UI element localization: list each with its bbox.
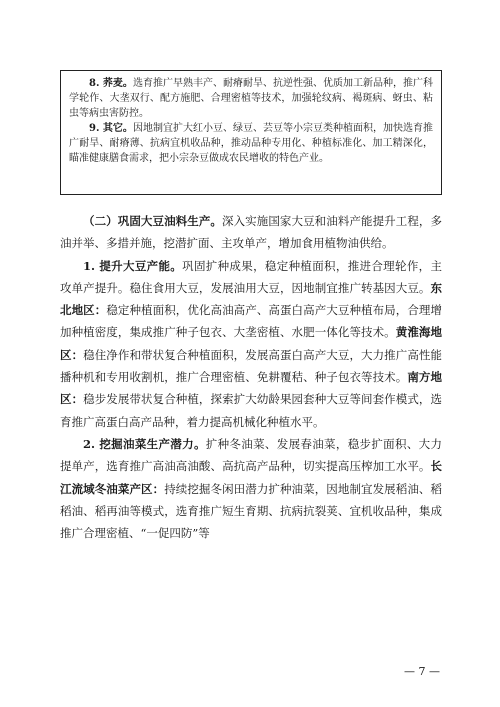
section-heading: （二）巩固大豆油料生产。	[83, 214, 222, 228]
item-8-heading: 8. 荞麦。	[89, 78, 133, 89]
page-number: — 7 —	[404, 665, 440, 678]
soybean-text-4: 稳步发展带状复合种植，探索扩大幼龄果园套种大豆等间套作模式，选育推广高蛋白高产品种，着力提高机械化种植水平。	[60, 392, 442, 429]
item-9-heading: 9. 其它。	[89, 123, 133, 134]
region-yangtze: 长江流域冬油菜产区：	[60, 459, 442, 496]
soybean-text-3: 稳住净作和带状复合种植面积，发展高蛋白高产大豆，大力推广高性能播种机和专用收割机，推广合理密植、免耕覆秸、种子包衣等技术。	[60, 347, 442, 385]
item-8-paragraph	[69, 76, 433, 121]
soybean-paragraph	[60, 255, 442, 433]
rapeseed-paragraph	[60, 433, 442, 544]
section-paragraph	[60, 210, 442, 255]
region-huanghuaihai: 黄淮海地区：	[60, 325, 442, 362]
soybean-text-2: 稳定种植面积，优化高油高产、高蛋白高产大豆种植布局，合理增加种植密度，集成推广种子包衣、大垄密植、水肥一体化等技术。	[60, 303, 442, 340]
soybean-heading: 1. 提升大豆产能。	[83, 258, 183, 273]
item-9-paragraph	[69, 121, 433, 166]
rapeseed-heading: 2. 挖掘油菜生产潜力。	[83, 436, 206, 451]
region-south: 南方地区：	[60, 370, 442, 407]
section-text: 深入实施国家大豆和油料产能提升工程，多油并举、多措并施，挖潜扩面、主攻单产，增加食用植物油供给。	[60, 214, 442, 251]
main-body	[60, 210, 442, 544]
highlight-box	[60, 70, 442, 195]
item-9-text: 因地制宜扩大红小豆、绿豆、芸豆等小宗豆类种植面积，加快选育推广耐旱、耐瘠薄、抗病宜机收品种，推动品种专用化、种植标准化、加工精深化，瞄准健康膳食需求，把小宗杂豆做成农民增收的特色产业。	[69, 123, 434, 164]
soybean-text-1: 巩固扩种成果，稳定种植面积，推进合理轮作，主攻单产提升。稳住食用大豆，发展油用大豆，因地制宜推广转基因大豆。	[60, 258, 442, 295]
rapeseed-text-2: 持续挖掘冬闲田潜力扩种油菜，因地制宜发展稻油、稻稻油、稻再油等模式，选育推广短生育期、抗病抗裂荚、宜机收品种，集成推广合理密植、“一促四防”等	[60, 481, 442, 541]
rapeseed-text-1: 扩种冬油菜、发展春油菜，稳步扩面积、大力提单产，选育推广高油高油酸、高抗高产品种，切实提高压榨加工水平。	[60, 436, 442, 474]
region-northeast: 东北地区：	[60, 280, 442, 318]
item-8-text: 选育推广早熟丰产、耐瘠耐旱、抗逆性强、优质加工新品种，推广科学轮作、大垄双行、配方施肥、合理密植等技术，加强轮纹病、褐斑病、蚜虫、粘虫等病虫害防控。	[69, 78, 434, 119]
